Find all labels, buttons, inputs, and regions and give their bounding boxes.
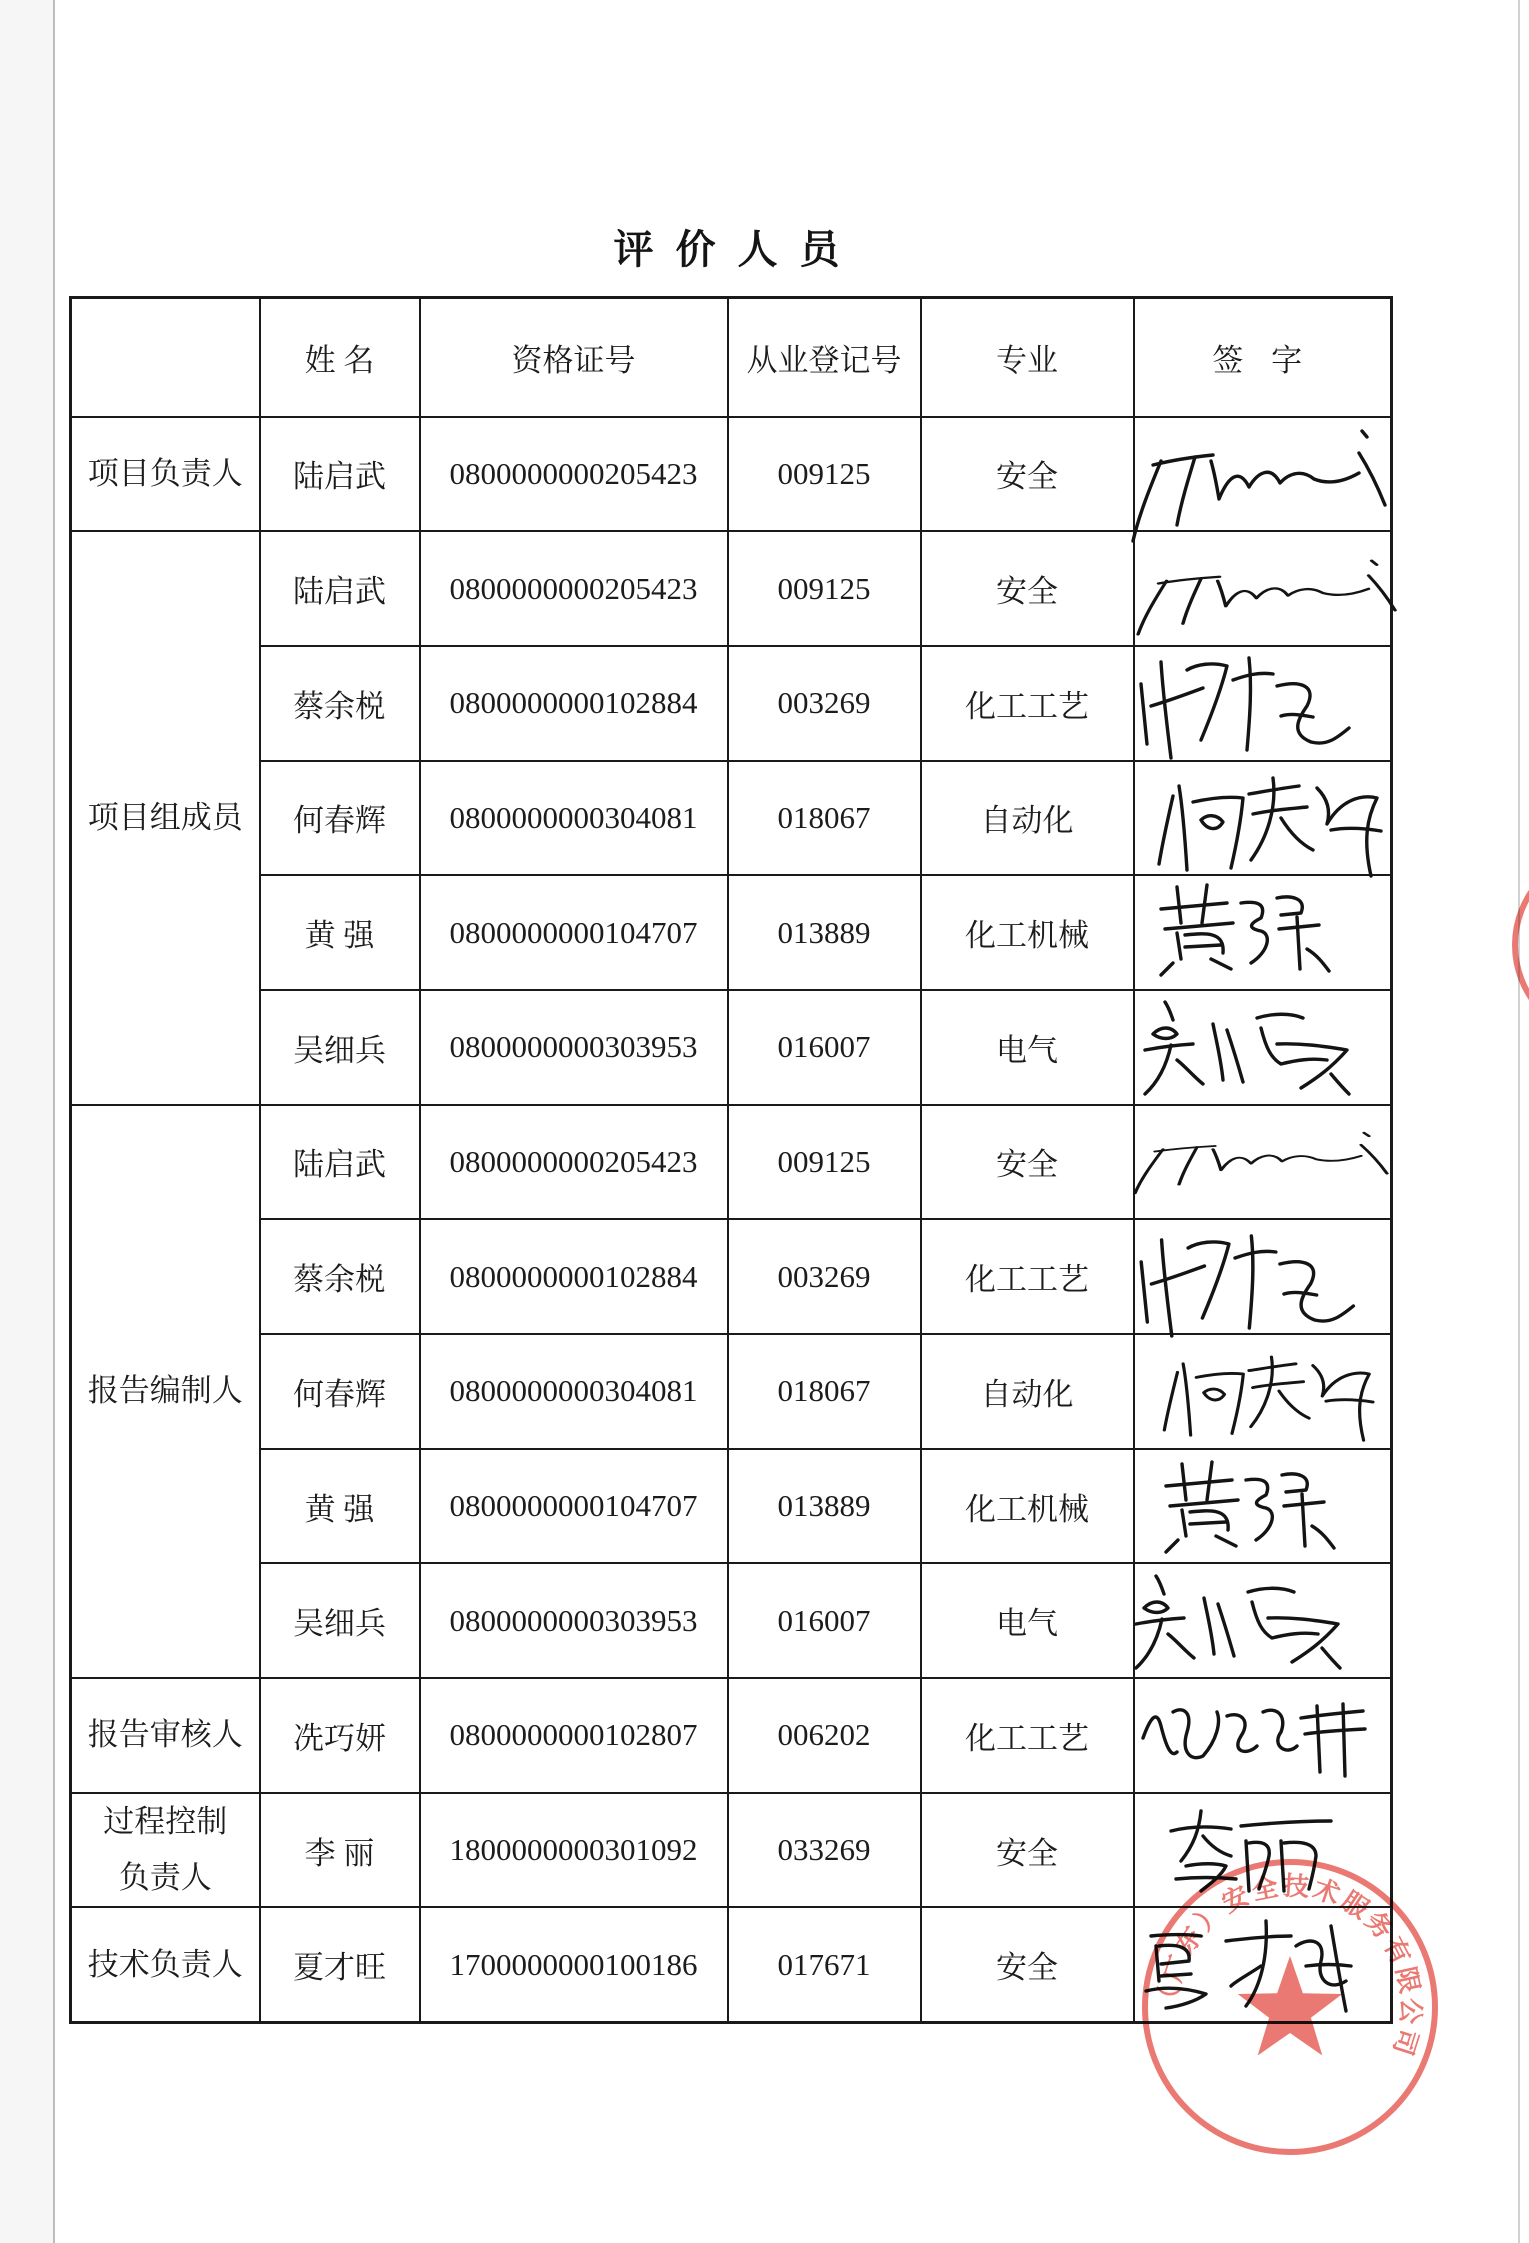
table-row (71, 646, 1392, 761)
registration-number-cell: 033269 (728, 1793, 921, 1908)
registration-number-cell: 003269 (728, 646, 921, 761)
binding-margin (0, 0, 54, 2243)
role-cell: 报告审核人 (71, 1678, 260, 1793)
table-row (71, 531, 1392, 646)
registration-number-cell: 009125 (728, 531, 921, 646)
cert-number-cell: 1700000000100186 (420, 1907, 728, 2022)
major-cell: 化工工艺 (921, 1678, 1134, 1793)
major-cell: 安全 (921, 1907, 1134, 2022)
signature-cell (1134, 1793, 1392, 1908)
table-row (71, 1219, 1392, 1334)
major-cell: 化工工艺 (921, 646, 1134, 761)
registration-number-cell: 016007 (728, 1563, 921, 1678)
header-role (71, 298, 260, 417)
signature-cell (1134, 1449, 1392, 1564)
cert-number-cell: 0800000000304081 (420, 761, 728, 876)
major-cell: 安全 (921, 417, 1134, 532)
evaluators-table (69, 296, 1393, 2024)
cert-number-cell: 0800000000104707 (420, 1449, 728, 1564)
cert-number-cell: 0800000000104707 (420, 875, 728, 990)
major-cell: 电气 (921, 990, 1134, 1105)
name-cell: 蔡余棁 (260, 646, 420, 761)
registration-number-cell: 018067 (728, 1334, 921, 1449)
cert-number-cell: 0800000000102807 (420, 1678, 728, 1793)
name-cell: 黄 强 (260, 875, 420, 990)
major-cell: 安全 (921, 1105, 1134, 1220)
signature-cell (1134, 990, 1392, 1105)
name-cell: 冼巧妍 (260, 1678, 420, 1793)
registration-number-cell: 013889 (728, 875, 921, 990)
table-row (71, 1793, 1392, 1908)
table-row (71, 990, 1392, 1105)
registration-number-cell: 009125 (728, 417, 921, 532)
signature-cell (1134, 1105, 1392, 1220)
header-major: 专业 (921, 298, 1134, 417)
name-cell: 何春辉 (260, 761, 420, 876)
cert-number-cell: 0800000000304081 (420, 1334, 728, 1449)
major-cell: 化工工艺 (921, 1219, 1134, 1334)
signature-cell (1134, 646, 1392, 761)
major-cell: 安全 (921, 1793, 1134, 1908)
role-cell: 项目组成员 (71, 531, 260, 1104)
signature-cell (1134, 417, 1392, 532)
signature-cell (1134, 531, 1392, 646)
table-row (71, 1907, 1392, 2022)
signature-cell (1134, 761, 1392, 876)
signature-cell (1134, 1219, 1392, 1334)
registration-number-cell: 003269 (728, 1219, 921, 1334)
registration-number-cell: 017671 (728, 1907, 921, 2022)
cert-number-cell: 0800000000205423 (420, 417, 728, 532)
table-row (71, 1334, 1392, 1449)
scan-edge-mark (0, 0, 50, 11)
signature-cell (1134, 1907, 1392, 2022)
major-cell: 化工机械 (921, 1449, 1134, 1564)
signature-cell (1134, 875, 1392, 990)
header-signature: 签 字 (1134, 298, 1392, 417)
signature-cell (1134, 1334, 1392, 1449)
edge-seal-fragment (1515, 850, 1529, 1040)
seal-text: （广东）安全技术服务有限公司 (1154, 1871, 1426, 2062)
major-cell: 安全 (921, 531, 1134, 646)
header-name: 姓 名 (260, 298, 420, 417)
signature-cell (1134, 1563, 1392, 1678)
table-row (71, 1105, 1392, 1220)
table-row (71, 761, 1392, 876)
registration-number-cell: 018067 (728, 761, 921, 876)
name-cell: 何春辉 (260, 1334, 420, 1449)
registration-number-cell: 013889 (728, 1449, 921, 1564)
name-cell: 陆启武 (260, 531, 420, 646)
role-cell: 项目负责人 (71, 417, 260, 532)
role-cell: 技术负责人 (71, 1907, 260, 2022)
table-row (71, 1563, 1392, 1678)
registration-number-cell: 016007 (728, 990, 921, 1105)
registration-number-cell: 009125 (728, 1105, 921, 1220)
table-row (71, 1678, 1392, 1793)
cert-number-cell: 0800000000102884 (420, 646, 728, 761)
header-cert-number: 资格证号 (420, 298, 728, 417)
name-cell: 吴细兵 (260, 1563, 420, 1678)
name-cell: 黄 强 (260, 1449, 420, 1564)
table-row (71, 875, 1392, 990)
role-cell: 报告编制人 (71, 1105, 260, 1678)
cert-number-cell: 0800000000303953 (420, 990, 728, 1105)
signature-cell (1134, 1678, 1392, 1793)
role-cell: 过程控制 负责人 (71, 1793, 260, 1908)
table-header-row (71, 298, 1392, 417)
name-cell: 李 丽 (260, 1793, 420, 1908)
cert-number-cell: 1800000000301092 (420, 1793, 728, 1908)
major-cell: 化工机械 (921, 875, 1134, 990)
name-cell: 陆启武 (260, 417, 420, 532)
cert-number-cell: 0800000000205423 (420, 1105, 728, 1220)
table-row (71, 417, 1392, 532)
major-cell: 自动化 (921, 761, 1134, 876)
registration-number-cell: 006202 (728, 1678, 921, 1793)
name-cell: 陆启武 (260, 1105, 420, 1220)
major-cell: 电气 (921, 1563, 1134, 1678)
table-row (71, 1449, 1392, 1564)
cert-number-cell: 0800000000303953 (420, 1563, 728, 1678)
page-title: 评 价 人 员 (613, 227, 846, 272)
cert-number-cell: 0800000000102884 (420, 1219, 728, 1334)
header-registration-number: 从业登记号 (728, 298, 921, 417)
name-cell: 吴细兵 (260, 990, 420, 1105)
name-cell: 蔡余棁 (260, 1219, 420, 1334)
name-cell: 夏才旺 (260, 1907, 420, 2022)
major-cell: 自动化 (921, 1334, 1134, 1449)
cert-number-cell: 0800000000205423 (420, 531, 728, 646)
